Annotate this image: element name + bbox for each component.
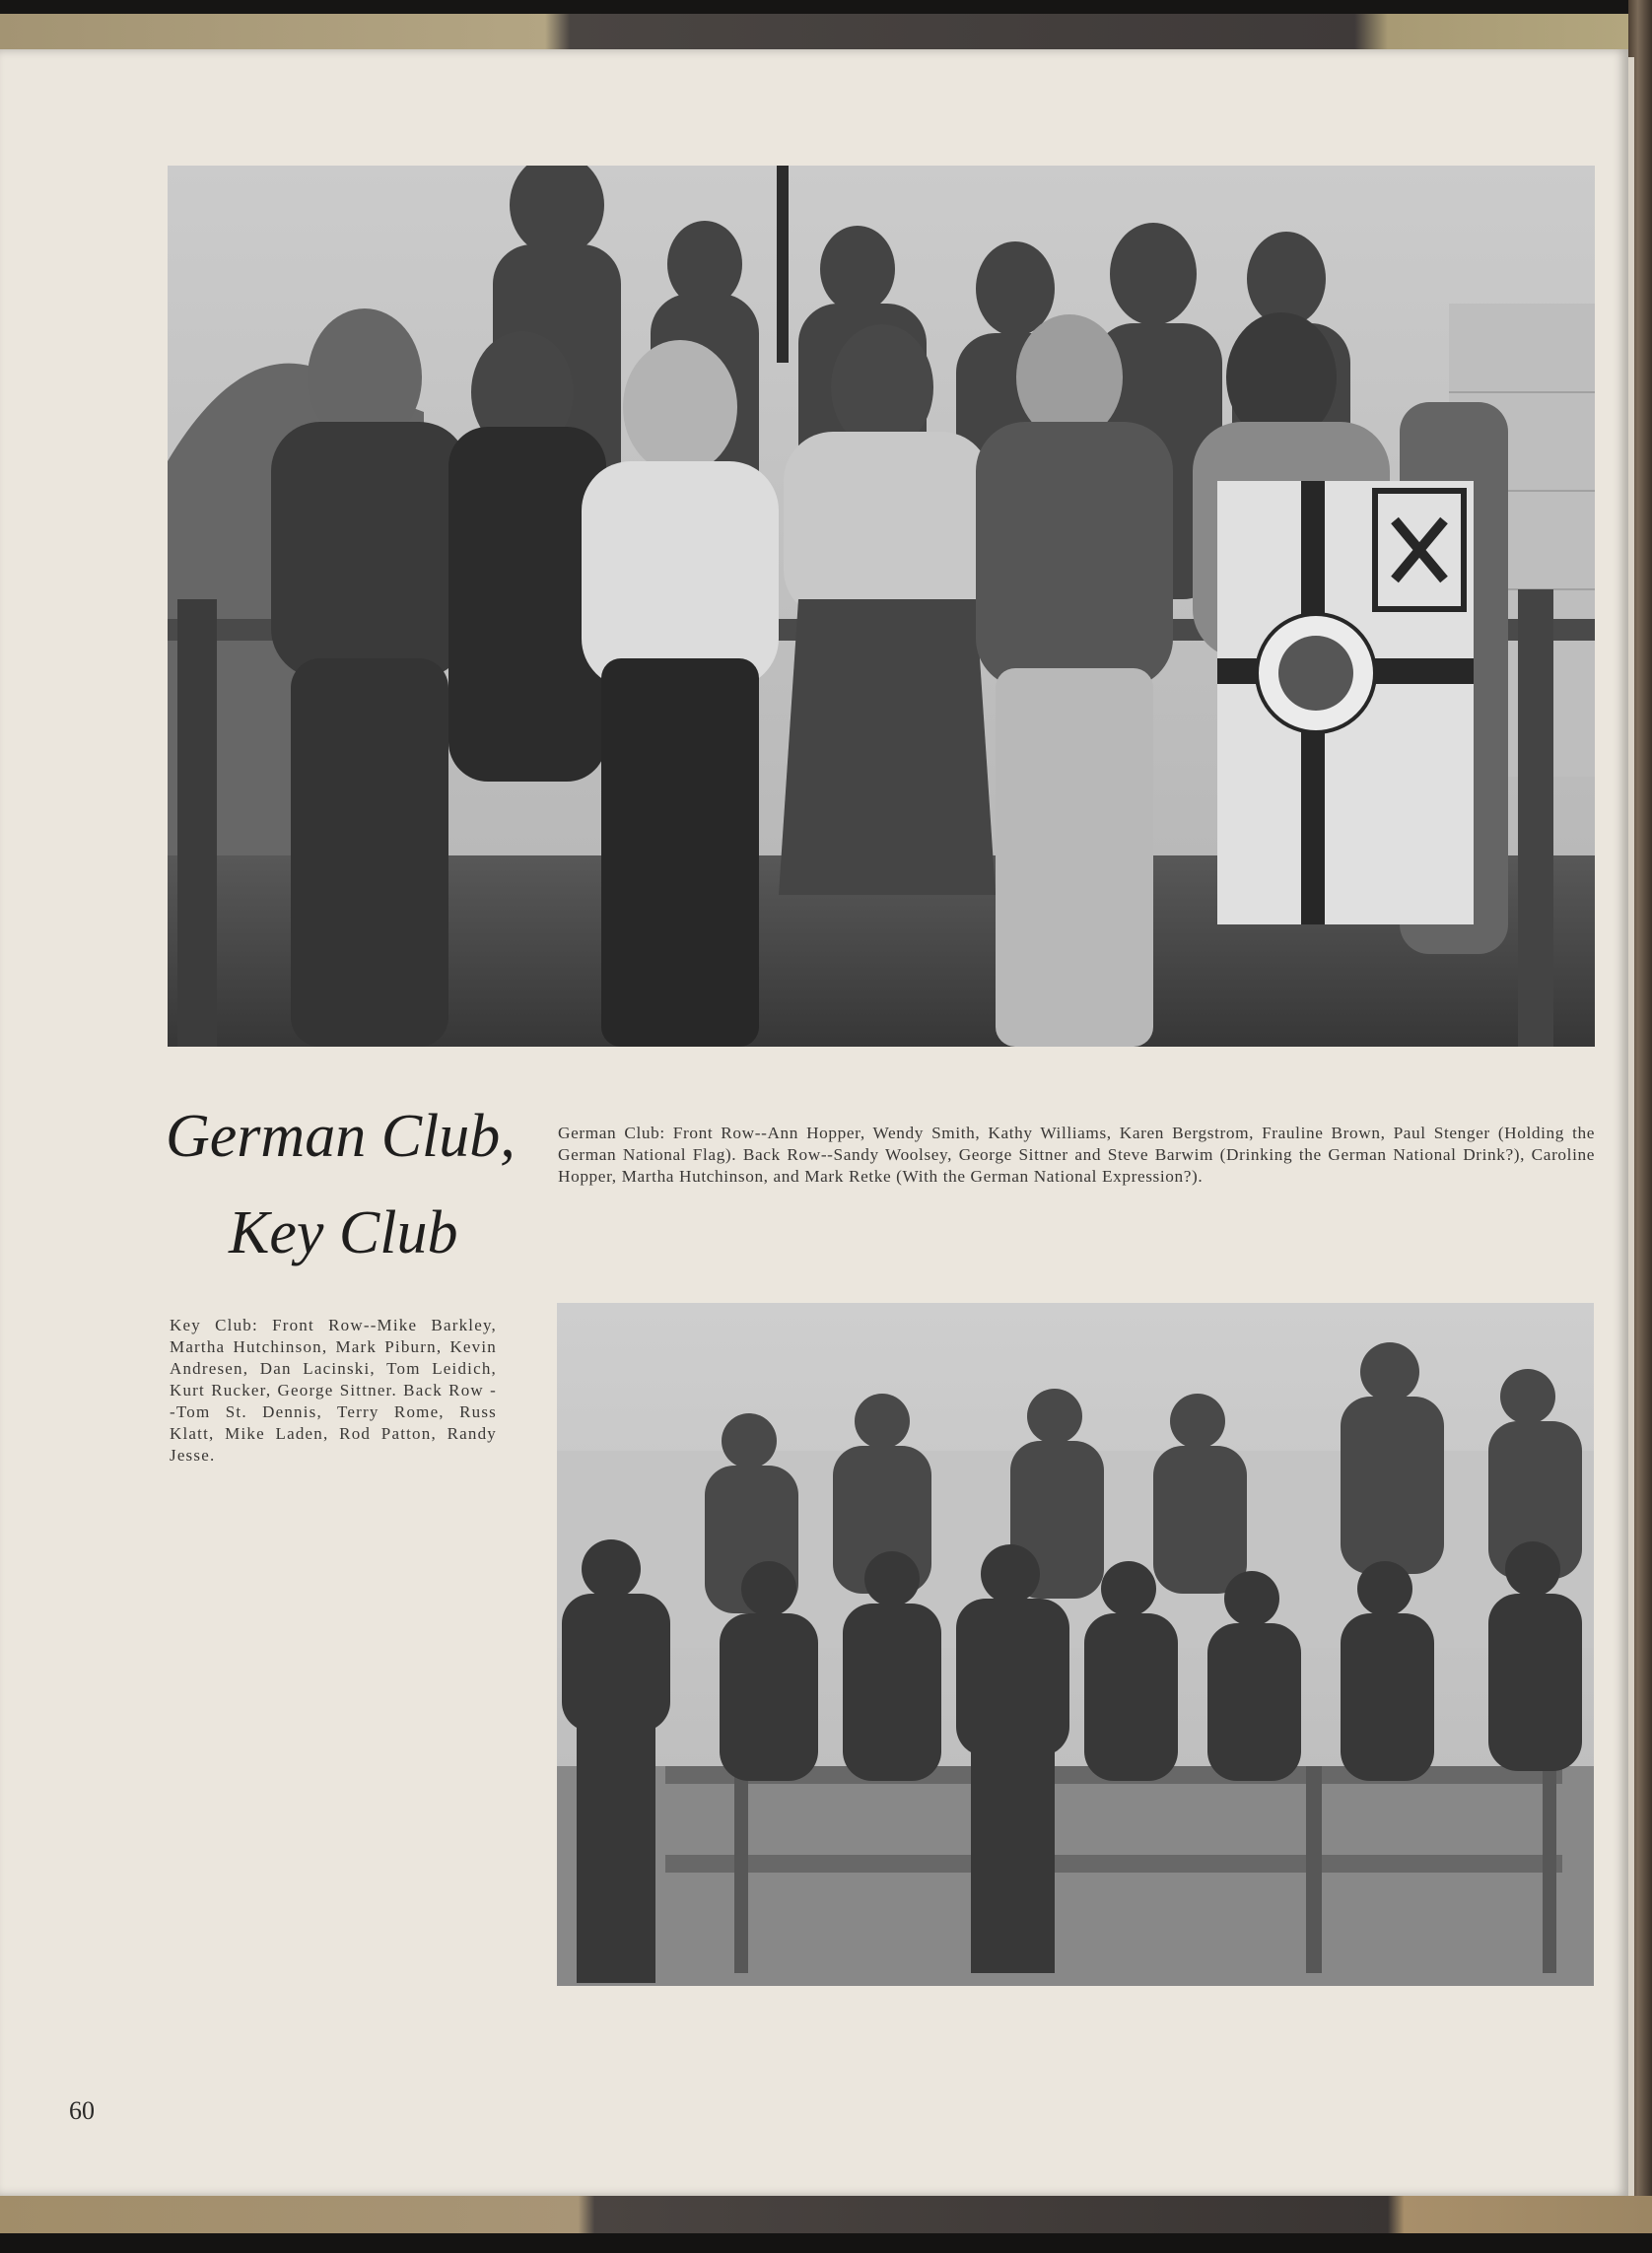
page-number: 60 (69, 2096, 95, 2125)
heading-german-club: German Club, (166, 1103, 516, 1170)
key-club-photo (557, 1303, 1594, 1986)
heading-key-club: Key Club (229, 1199, 458, 1266)
german-club-photo (168, 166, 1595, 1047)
page-edge (1628, 57, 1634, 2196)
scan-bottom-edge (0, 2196, 1652, 2253)
scan-top-edge (0, 0, 1652, 51)
german-club-caption: German Club: Front Row--Ann Hopper, Wendy Smith, Kathy Williams, Karen Bergstrom, Frauline Brown, Paul Stenger (Holding the German National Flag). Back Row--Sandy Woolsey, George Sittner and Steve Barwim (Drinking the German National Drink?), Caroline Hopper, Martha Hutchinson, and Mark Retke (With the German National Expression?). (558, 1124, 1595, 1186)
key-club-caption: Key Club: Front Row--Mike Barkley, Martha Hutchinson, Mark Piburn, Kevin Andresen, Dan Lacinski, Tom Leidich, Kurt Rucker, George Sittner. Back Row --Tom St. Dennis, Terry Rome, Russ Klatt, Mike Laden, Rod Patton, Randy Jesse. (170, 1316, 497, 1465)
